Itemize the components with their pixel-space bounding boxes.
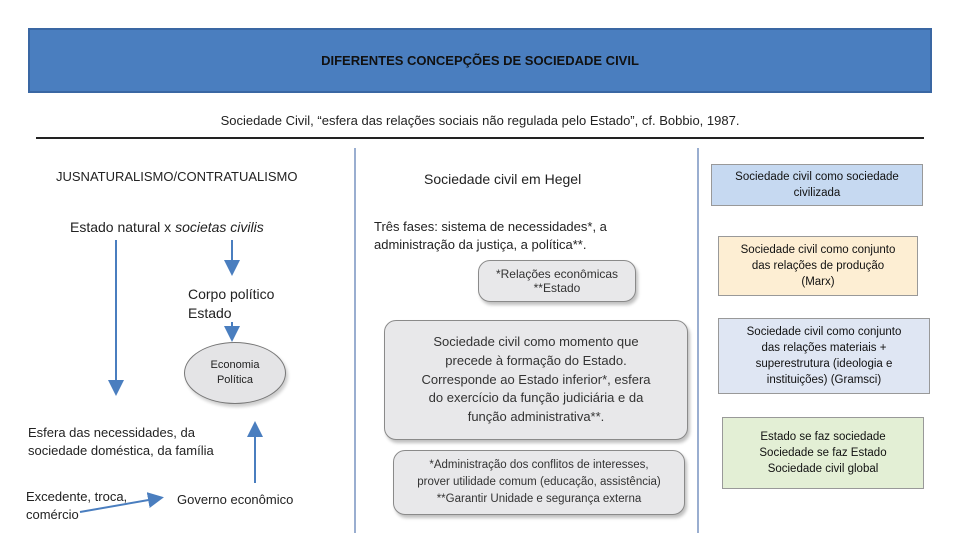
box1-line-2: civilizada — [793, 187, 841, 199]
box4-line-2: Sociedade se faz Estado — [759, 446, 887, 459]
momento-box — [384, 320, 688, 440]
civilizada-box — [711, 164, 923, 206]
relacoes-box — [478, 260, 636, 302]
box2-line-1: Sociedade civil como conjunto — [740, 243, 896, 256]
box3-line-2: das relações materiais + — [761, 341, 887, 354]
tres-fases-text — [374, 218, 607, 253]
global-box — [722, 417, 924, 489]
corpo-politico-text — [188, 285, 274, 323]
momento-line-2: precede à formação do Estado. — [445, 352, 627, 368]
relacoes-line-2: **Estado — [533, 281, 581, 295]
relacoes-line-1: *Relações econômicas — [495, 267, 619, 281]
momento-line-5: função administrativa**. — [467, 409, 605, 425]
gramsci-box — [718, 318, 930, 394]
momento-line-3: Corresponde ao Estado inferior*, esfera — [421, 371, 651, 387]
admin-line-2: prover utilidade comum (educação, assistência) — [417, 476, 661, 489]
admin-line-1: *Administração dos conflitos de interesses, — [429, 459, 649, 472]
box2-line-2: das relações de produção — [751, 259, 885, 272]
box3-line-3: superestrutura (ideologia e — [755, 358, 893, 370]
societas-civilis-label: societas civilis — [175, 219, 264, 235]
economia-label: Economia — [210, 358, 260, 371]
estado-natural-label: Estado natural x — [70, 219, 176, 235]
excedente-line-2: comércio — [26, 506, 79, 522]
economia-politica-ellipse — [184, 342, 286, 404]
box1-line-1: Sociedade civil como sociedade — [735, 170, 899, 183]
box2-line-3: (Marx) — [801, 276, 835, 289]
page-title: DIFERENTES CONCEPÇÕES DE SOCIEDADE CIVIL — [321, 53, 639, 68]
excedente-line-1: Excedente, troca, — [26, 489, 128, 504]
esfera-text — [28, 424, 214, 459]
administracao-box — [393, 450, 685, 515]
admin-line-3: **Garantir Unidade e segurança externa — [436, 492, 642, 505]
politica-label: Política — [216, 374, 254, 386]
corpo-politico-label: Corpo político — [188, 286, 275, 302]
tres-fases-line-2: administração da justiça, a política**. — [374, 236, 587, 252]
middle-column-heading: Sociedade civil em Hegel — [424, 171, 582, 187]
excedente-text — [26, 488, 127, 523]
estado-label: Estado — [188, 304, 232, 321]
subtitle: Sociedade Civil, “esfera das relações sociais não regulada pelo Estado”, cf. Bobbio, 1987. — [220, 113, 740, 128]
momento-line-4: do exercício da função judiciária e da — [428, 390, 644, 406]
box4-line-1: Estado se faz sociedade — [760, 430, 886, 443]
left-column-heading: JUSNATURALISMO/CONTRATUALISMO — [56, 169, 298, 184]
tres-fases-line-1: Três fases: sistema de necessidades*, a — [374, 219, 607, 234]
esfera-line-1: Esfera das necessidades, da — [28, 425, 195, 440]
estado-natural-text — [70, 218, 264, 237]
governo-economico-label: Governo econômico — [177, 492, 294, 507]
marx-box — [718, 236, 918, 296]
box3-line-4: instituições) (Gramsci) — [766, 374, 882, 387]
esfera-line-2: sociedade doméstica, da família — [28, 442, 214, 458]
box4-line-3: Sociedade civil global — [767, 463, 879, 476]
momento-line-1: Sociedade civil como momento que — [433, 333, 639, 349]
box3-line-1: Sociedade civil como conjunto — [746, 325, 902, 338]
